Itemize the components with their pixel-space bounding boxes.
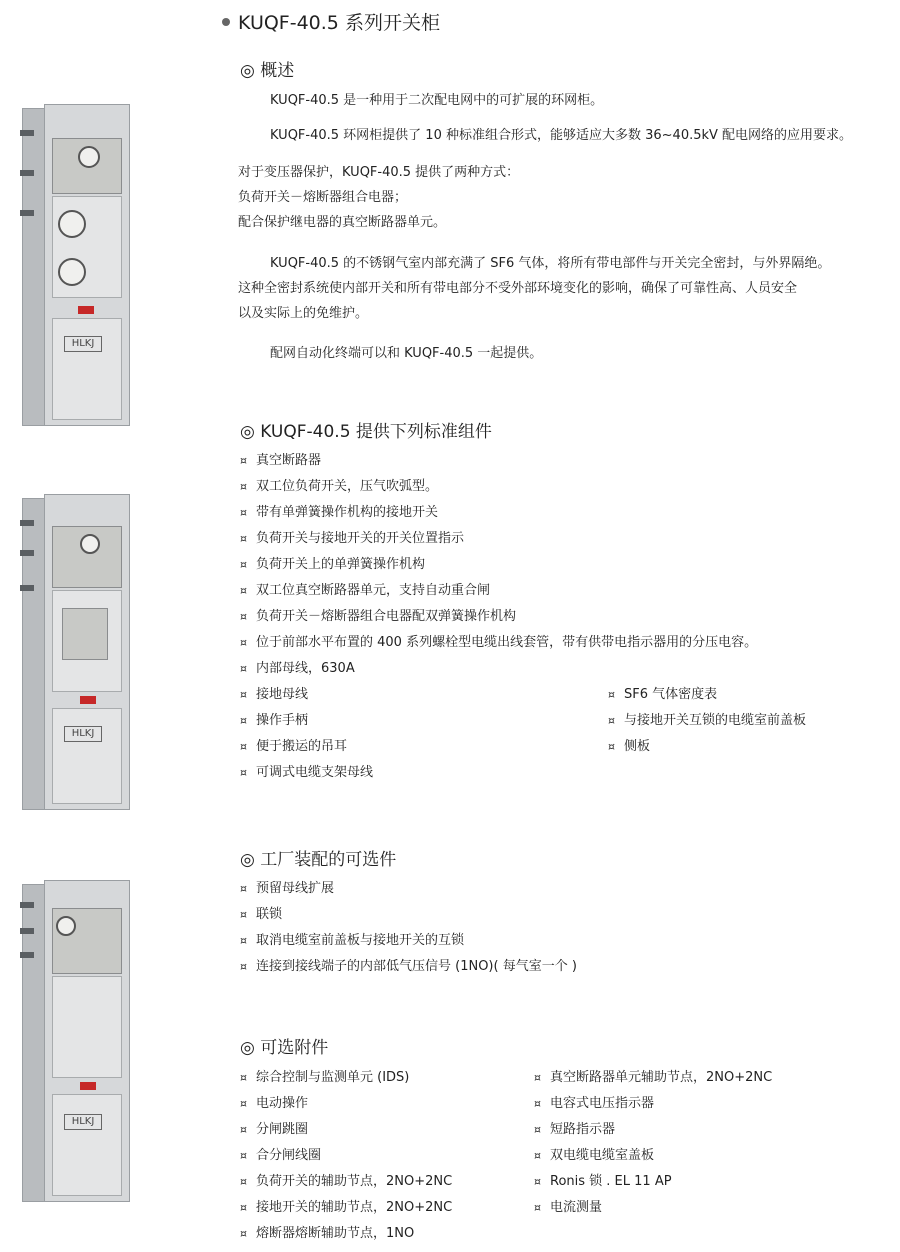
bullet-icon: ¤: [534, 1149, 541, 1162]
bullet-icon: ¤: [608, 688, 615, 701]
bullet-icon: ¤: [240, 688, 247, 701]
overview-p4-l2: 这种全密封系统使内部开关和所有带电部分不受外部环境变化的影响，确保了可靠性高、人员安全: [238, 281, 798, 296]
overview-p3-l2: 负荷开关－熔断器组合电器；: [238, 190, 408, 205]
bullet-icon: ¤: [240, 636, 247, 649]
bullet-icon: ¤: [240, 610, 247, 623]
accessories-left-list: [240, 1065, 452, 1247]
overview-p1: KUQF-40.5 是一种用于二次配电网中的可扩展的环网柜。: [270, 93, 604, 108]
brand-logo: HLKJ: [64, 336, 102, 352]
bullet-icon: ¤: [240, 1149, 247, 1162]
factory-heading: ◎ 工厂装配的可选件: [240, 850, 397, 870]
bullet-icon: ¤: [534, 1071, 541, 1084]
standard-heading: ◎ KUQF-40.5 提供下列标准组件: [240, 422, 492, 442]
list-item: ¤ 位于前部水平布置的 400 系列螺栓型电缆出线套管，带有供带电指示器用的分压电容。: [240, 630, 757, 656]
bullet-icon: ¤: [608, 714, 615, 727]
bullet-icon: ¤: [240, 584, 247, 597]
bullet-icon: ¤: [240, 1071, 247, 1084]
page-title: KUQF-40.5 系列开关柜: [222, 8, 440, 35]
bullet-icon: ¤: [534, 1175, 541, 1188]
overview-p4-l3: 以及实际上的免维护。: [238, 306, 369, 321]
list-item: ¤ 负荷开关与接地开关的开关位置指示: [240, 526, 757, 552]
list-item: ¤ 操作手柄: [240, 708, 757, 734]
factory-list: [240, 876, 577, 980]
list-item: ¤ 便于搬运的吊耳: [240, 734, 757, 760]
list-item: ¤ 真空断路器: [240, 448, 757, 474]
bullet-icon: ¤: [240, 934, 247, 947]
list-item: ¤ 综合控制与监测单元 (IDS): [240, 1065, 452, 1091]
list-item: ¤ SF6 气体密度表: [608, 682, 806, 708]
bullet-icon: ¤: [240, 454, 247, 467]
list-item: ¤ 侧板: [608, 734, 806, 760]
overview-p5: 配网自动化终端可以和 KUQF-40.5 一起提供。: [270, 346, 543, 361]
bullet-icon: ¤: [240, 506, 247, 519]
accessories-heading: ◎ 可选附件: [240, 1038, 329, 1058]
list-item: ¤ 内部母线，630A: [240, 656, 757, 682]
list-item: ¤ 可调式电缆支架母线: [240, 760, 757, 786]
bullet-icon: ¤: [240, 1097, 247, 1110]
switchgear-cabinet-image-1: [18, 100, 130, 430]
list-item: ¤ Ronis 锁 . EL 11 AP: [534, 1169, 772, 1195]
overview-p3-l3: 配合保护继电器的真空断路器单元。: [238, 215, 447, 230]
bullet-icon: ¤: [534, 1097, 541, 1110]
overview-heading: ◎ 概述: [240, 61, 295, 81]
bullet-icon: ¤: [240, 558, 247, 571]
list-item: ¤ 联锁: [240, 902, 577, 928]
bullet-icon: ¤: [240, 662, 247, 675]
bullet-icon: ¤: [240, 714, 247, 727]
bullet-icon: ¤: [608, 740, 615, 753]
bullet-icon: ¤: [240, 1201, 247, 1214]
list-item: ¤ 熔断器熔断辅助节点，1NO: [240, 1221, 452, 1247]
overview-p4-l1: KUQF-40.5 的不锈钢气室内部充满了 SF6 气体，将所有带电部件与开关完全密封，与外界隔绝。: [270, 256, 831, 271]
bullet-icon: ¤: [534, 1123, 541, 1136]
bullet-icon: ¤: [240, 1175, 247, 1188]
list-item: ¤ 真空断路器单元辅助节点，2NO+2NC: [534, 1065, 772, 1091]
bullet-icon: ¤: [240, 1227, 247, 1240]
bullet-icon: ¤: [240, 960, 247, 973]
standard-right-list: [608, 682, 806, 760]
list-item: ¤ 双工位负荷开关，压气吹弧型。: [240, 474, 757, 500]
switchgear-cabinet-image-3: [18, 876, 130, 1206]
list-item: ¤ 双电缆电缆室盖板: [534, 1143, 772, 1169]
brand-logo: HLKJ: [64, 726, 102, 742]
list-item: ¤ 接地开关的辅助节点，2NO+2NC: [240, 1195, 452, 1221]
overview-p3-l1: 对于变压器保护，KUQF-40.5 提供了两种方式：: [238, 165, 520, 180]
brand-logo: HLKJ: [64, 1114, 102, 1130]
title-bullet-icon: [222, 18, 230, 26]
list-item: ¤ 双工位真空断路器单元，支持自动重合闸: [240, 578, 757, 604]
bullet-icon: ¤: [240, 1123, 247, 1136]
bullet-icon: ¤: [240, 882, 247, 895]
list-item: ¤ 与接地开关互锁的电缆室前盖板: [608, 708, 806, 734]
list-item: ¤ 电动操作: [240, 1091, 452, 1117]
bullet-icon: ¤: [240, 480, 247, 493]
list-item: ¤ 带有单弹簧操作机构的接地开关: [240, 500, 757, 526]
list-item: ¤ 电容式电压指示器: [534, 1091, 772, 1117]
list-item: ¤ 连接到接线端子的内部低气压信号 (1NO)( 每气室一个 ): [240, 954, 577, 980]
list-item: ¤ 负荷开关的辅助节点，2NO+2NC: [240, 1169, 452, 1195]
bullet-icon: ¤: [240, 908, 247, 921]
accessories-right-list: [534, 1065, 772, 1221]
list-item: ¤ 分闸跳圈: [240, 1117, 452, 1143]
overview-p2: KUQF-40.5 环网柜提供了 10 种标准组合形式，能够适应大多数 36~40.5kV 配电网络的应用要求。: [270, 128, 853, 143]
list-item: ¤ 取消电缆室前盖板与接地开关的互锁: [240, 928, 577, 954]
list-item: ¤ 合分闸线圈: [240, 1143, 452, 1169]
switchgear-cabinet-image-2: [18, 490, 130, 815]
bullet-icon: ¤: [534, 1201, 541, 1214]
bullet-icon: ¤: [240, 532, 247, 545]
bullet-icon: ¤: [240, 766, 247, 779]
list-item: ¤ 电流测量: [534, 1195, 772, 1221]
list-item: ¤ 负荷开关－熔断器组合电器配双弹簧操作机构: [240, 604, 757, 630]
list-item: ¤ 短路指示器: [534, 1117, 772, 1143]
list-item: ¤ 接地母线: [240, 682, 757, 708]
bullet-icon: ¤: [240, 740, 247, 753]
list-item: ¤ 预留母线扩展: [240, 876, 577, 902]
list-item: ¤ 负荷开关上的单弹簧操作机构: [240, 552, 757, 578]
